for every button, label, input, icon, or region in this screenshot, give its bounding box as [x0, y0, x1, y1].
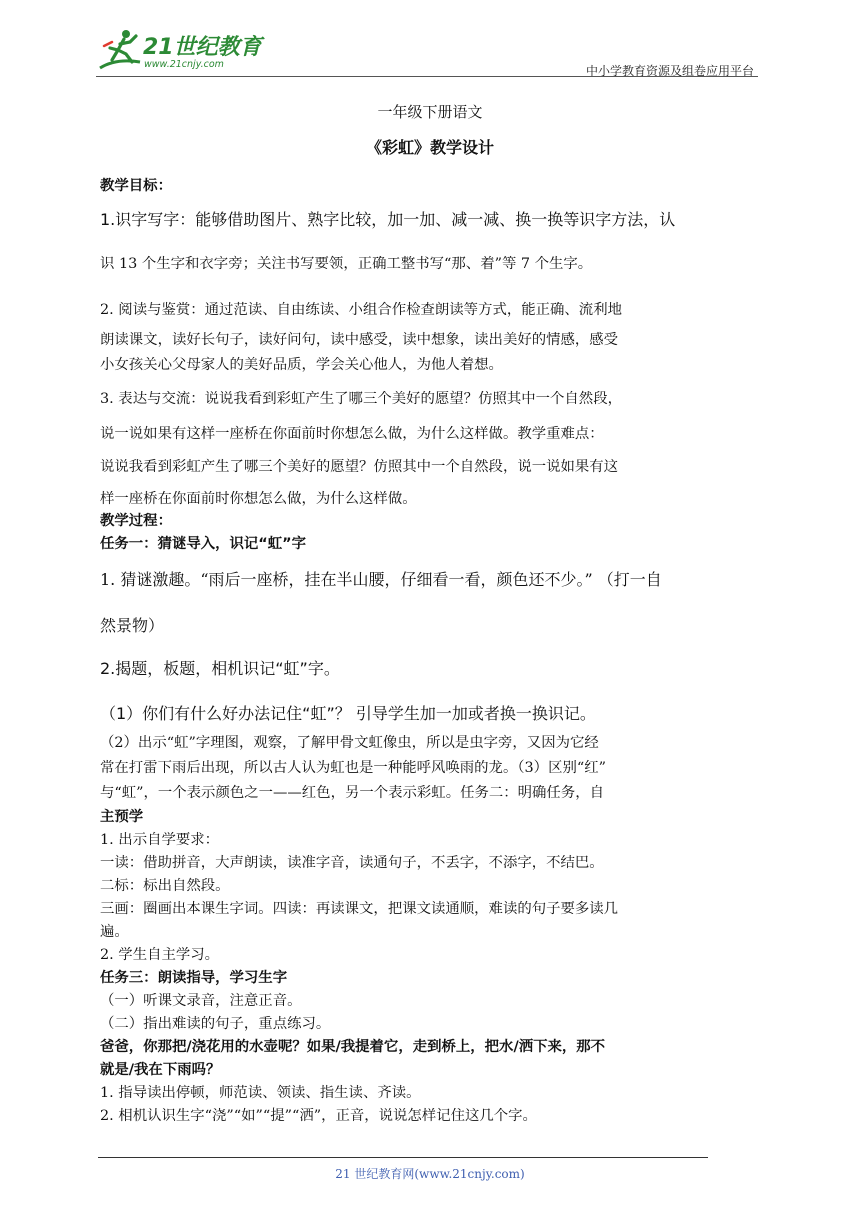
- body-line: 爸爸，你那把/浇花用的水壶呢？如果/我提着它，走到桥上，把水/洒下来，那不: [100, 1039, 606, 1055]
- page-header: [96, 28, 758, 78]
- body-line: 一读：借助拼音，大声朗读，读准字音，读通句子，不丢字，不添字，不结巴。: [100, 855, 604, 871]
- body-line: 与“虹”，一个表示颜色之一——红色，另一个表示彩虹。任务二：明确任务，自: [100, 785, 604, 801]
- section-heading: 任务一：猜谜导入，识记“虹”字: [100, 536, 306, 552]
- body-line: 2. 相机认识生字“浇”“如”“提”“洒”，正音，说说怎样记住这几个字。: [100, 1108, 537, 1124]
- body-line: 识 13 个生字和衣字旁；关注书写要领，正确工整书写“那、着”等 7 个生字。: [100, 256, 593, 272]
- body-line: （二）指出难读的句子，重点练习。: [100, 1016, 331, 1032]
- logo: [96, 28, 266, 76]
- body-line: 就是/我在下雨吗？: [100, 1062, 221, 1078]
- section-heading: 主预学: [100, 809, 144, 825]
- body-line: 1. 出示自学要求：: [100, 832, 220, 848]
- body-line: 1. 猜谜激趣。“雨后一座桥，挂在半山腰，仔细看一看，颜色还不少。” （打一自: [100, 570, 662, 589]
- body-line: （2）出示“虹”字理图，观察，了解甲骨文虹像虫，所以是虫字旁，又因为它经: [100, 735, 599, 751]
- body-line: （1）你们有什么好办法记住“虹”？ 引导学生加一加或者换一换识记。: [100, 704, 596, 723]
- body-line: 然景物）: [100, 616, 165, 635]
- runner-icon: [96, 28, 144, 74]
- body-line: 1. 指导读出停顿，师范读、领读、指生读、齐读。: [100, 1085, 421, 1101]
- body-line: 遍。: [100, 924, 129, 940]
- platform-name: 中小学教育资源及组卷应用平台: [585, 64, 754, 78]
- body-line: 二标：标出自然段。: [100, 878, 230, 894]
- body-line: 说说我看到彩虹产生了哪三个美好的愿望？仿照其中一个自然段，说一说如果有这: [100, 459, 619, 475]
- body-line: 2. 阅读与鉴赏：通过范读、自由练读、小组合作检查朗读等方式，能正确、流利地: [100, 302, 622, 318]
- body-line: 说一说如果有这样一座桥在你面前时你想怎么做，为什么这样做。教学重难点：: [100, 426, 604, 442]
- body-line: 3. 表达与交流：说说我看到彩虹产生了哪三个美好的愿望？仿照其中一个自然段，: [100, 391, 622, 407]
- logo-url: www.21cnjy.com: [144, 59, 224, 70]
- body-line: 教学过程：: [100, 513, 172, 529]
- header-divider: [96, 76, 758, 77]
- body-line: 1.识字写字：能够借助图片、熟字比较，加一加、减一减、换一换等识字方法，认: [100, 210, 676, 229]
- footer-text: 21 世纪教育网(www.21cnjy.com): [335, 1167, 525, 1181]
- body-line: 三画：圈画出本课生字词。四读：再读课文，把课文读通顺，难读的句子要多读几: [100, 901, 619, 917]
- body-line: 2.揭题，板题，相机识记“虹”字。: [100, 659, 340, 678]
- logo-brand: 21世纪教育: [143, 35, 262, 60]
- body-line: 2. 学生自主学习。: [100, 947, 220, 963]
- body-line: 样一座桥在你面前时你想怎么做，为什么这样做。: [100, 491, 417, 507]
- lesson-title: 《彩虹》教学设计: [365, 138, 494, 157]
- body-line: （一）听课文录音，注意正音。: [100, 993, 302, 1009]
- grade-title: 一年级下册语文: [377, 103, 483, 121]
- body-line: 小女孩关心父母家人的美好品质，学会关心他人，为他人着想。: [100, 357, 503, 373]
- footer-divider: [98, 1157, 708, 1158]
- body-line: 常在打雷下雨后出现，所以古人认为虹也是一种能呼风唤雨的龙。（3）区别“红”: [100, 760, 606, 776]
- body-line: 教学目标：: [100, 178, 172, 194]
- body-line: 朗读课文，读好长句子，读好问句，读中感受，读中想象，读出美好的情感，感受: [100, 332, 619, 348]
- section-heading: 任务三：朗读指导，学习生字: [100, 970, 288, 986]
